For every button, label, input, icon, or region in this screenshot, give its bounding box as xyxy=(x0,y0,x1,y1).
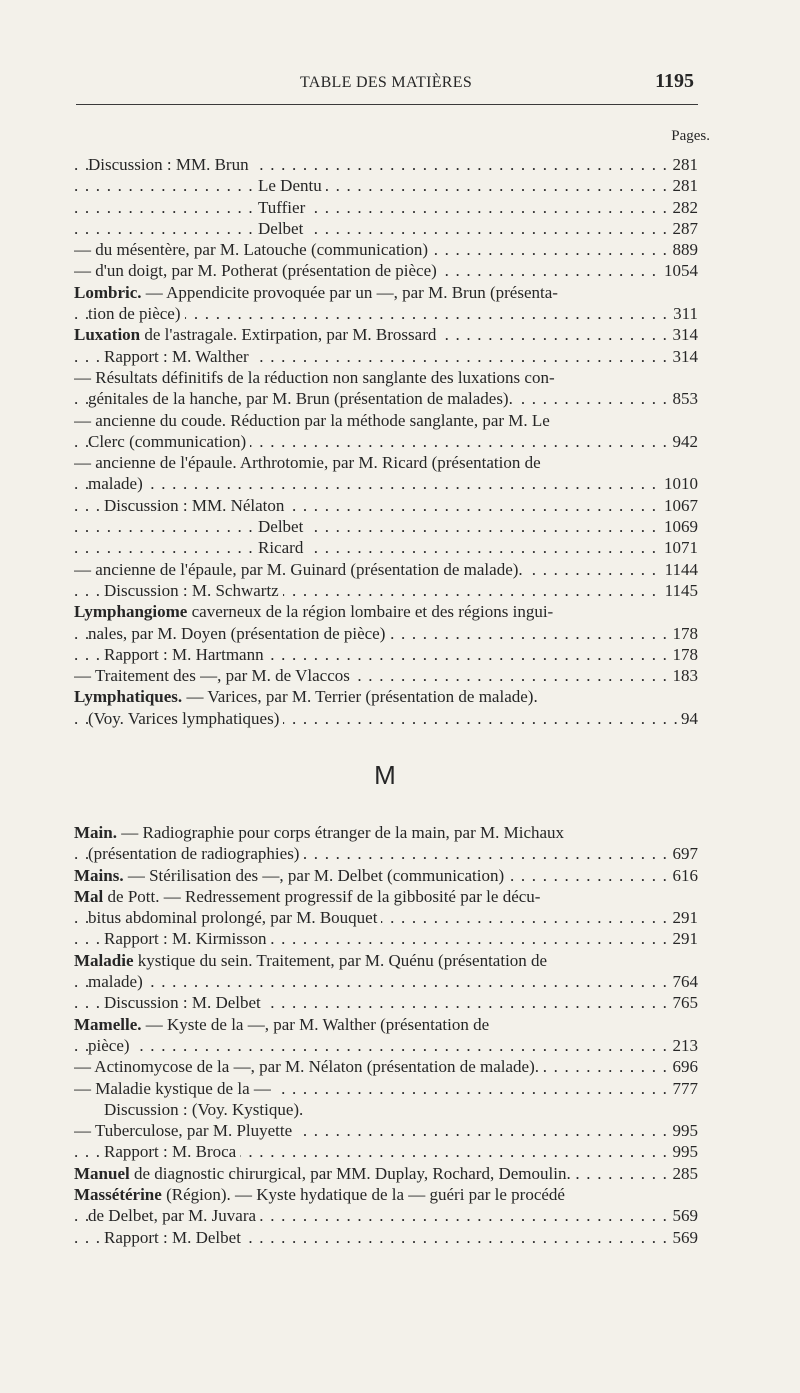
index-entry xyxy=(74,452,698,473)
entry-text xyxy=(104,929,270,948)
index-entry xyxy=(74,886,698,907)
entry-text xyxy=(88,432,250,451)
running-header xyxy=(76,72,696,98)
entry-description: — Radiographie pour corps étranger de la main, par M. Michaux xyxy=(116,823,565,842)
page-reference: 764 xyxy=(669,971,699,992)
entry-description: malade) xyxy=(88,972,143,992)
entry-text xyxy=(74,951,551,970)
entry-text xyxy=(74,560,527,579)
page-reference: 569 xyxy=(669,1227,699,1248)
entry-description: Tuffier xyxy=(258,197,306,217)
page-reference: 995 xyxy=(669,1141,699,1162)
entry-text xyxy=(88,474,147,493)
entry-text xyxy=(88,1036,134,1055)
entry-text xyxy=(104,993,265,1012)
entry-description: Le Dentu xyxy=(258,176,322,196)
page-reference: 285 xyxy=(669,1163,699,1184)
index-entry xyxy=(74,218,698,239)
entry-text xyxy=(74,368,559,387)
entry-description: Discussion : (Voy. Kystique). xyxy=(104,1099,304,1119)
entry-description: — Kyste de la —, par M. Walther (présentation de xyxy=(141,1014,490,1034)
entry-description: — Actinomycose de la —, par M. Nélaton (présentation de malade). xyxy=(74,1057,539,1077)
page-reference: 213 xyxy=(669,1035,699,1056)
index-entries-l xyxy=(74,154,698,729)
index-entry xyxy=(74,665,698,686)
entry-description: tion de pièce) xyxy=(88,304,181,324)
entry-keyword: Mal xyxy=(74,886,104,906)
index-entry xyxy=(74,1014,698,1035)
page-reference: 314 xyxy=(669,324,699,345)
index-entry xyxy=(74,1035,698,1056)
entry-keyword: Maladie xyxy=(74,950,134,970)
page-number: 1195 xyxy=(655,70,694,92)
entry-description: — d'un doigt, par M. Potherat (présentation de pièce) xyxy=(74,261,437,281)
index-entry xyxy=(74,324,698,345)
entry-text xyxy=(258,198,309,217)
entry-description: Discussion : MM. Brun xyxy=(88,155,249,174)
index-entry xyxy=(74,865,698,886)
entry-description: — Appendicite provoquée par un —, par M. Brun (présenta- xyxy=(141,282,558,302)
index-entry xyxy=(74,1141,698,1162)
entry-description: Delbet xyxy=(258,218,304,238)
entry-text xyxy=(104,1228,245,1247)
entry-description: Rapport : M. Hartmann xyxy=(104,644,264,664)
entry-description: — du mésentère, par M. Latouche (communication) xyxy=(74,240,429,260)
index-entry xyxy=(74,928,698,949)
page-reference: 777 xyxy=(669,1078,699,1099)
index-entry xyxy=(74,303,698,324)
entry-description: — Traitement des —, par M. de Vlaccos xyxy=(74,666,350,686)
index-entry xyxy=(74,1184,698,1205)
entry-text xyxy=(88,709,283,728)
entry-description: malade) xyxy=(88,474,143,494)
index-entry xyxy=(74,367,698,388)
entry-text xyxy=(74,261,441,280)
page-reference: 765 xyxy=(669,992,699,1013)
index-entry xyxy=(74,1078,698,1099)
entry-text xyxy=(74,1015,493,1034)
entry-description: — Stérilisation des —, par M. Delbet (communication) xyxy=(123,865,505,885)
entry-text xyxy=(104,1100,307,1119)
entry-description: — ancienne de l'épaule. Arthrotomie, par M. Ricard (présentation de xyxy=(74,453,541,473)
entry-description: Clerc (communication) xyxy=(88,431,247,451)
entry-description: Delbet xyxy=(258,517,304,537)
index-entries-m xyxy=(74,822,698,1248)
entry-description: Discussion : MM. Nélaton xyxy=(104,495,285,515)
page-reference: 281 xyxy=(669,154,699,175)
entry-text xyxy=(104,1142,240,1161)
index-entry xyxy=(74,197,698,218)
index-entry xyxy=(74,388,698,409)
entry-text xyxy=(88,155,253,174)
page-reference: 616 xyxy=(669,865,699,886)
index-entry xyxy=(74,822,698,843)
entry-text xyxy=(258,517,307,536)
index-entry xyxy=(74,1205,698,1226)
entry-text xyxy=(74,1164,575,1183)
index-entry xyxy=(74,1120,698,1141)
entry-keyword: Massétérine xyxy=(74,1185,162,1205)
entry-description: Ricard xyxy=(258,538,304,558)
entry-description: génitales de la hanche, par M. Brun (présentation de malades). xyxy=(88,389,513,409)
entry-text xyxy=(74,453,545,472)
index-entry xyxy=(74,843,698,864)
index-entry xyxy=(74,686,698,707)
page-reference: 291 xyxy=(669,907,699,928)
index-entry xyxy=(74,971,698,992)
index-entry xyxy=(74,346,698,367)
entry-text xyxy=(74,1079,275,1098)
entry-description: — Résultats définitifs de la réduction non sanglante des luxations con- xyxy=(74,367,555,387)
index-entry xyxy=(74,431,698,452)
page-reference: 889 xyxy=(669,239,699,260)
entry-text xyxy=(88,844,303,863)
entry-description: de Delbet, par M. Juvara xyxy=(88,1206,257,1226)
entry-text xyxy=(88,1206,260,1225)
entry-description: de l'astragale. Extirpation, par M. Brossard xyxy=(140,325,437,345)
entry-text xyxy=(104,496,288,515)
entry-text xyxy=(258,176,326,195)
page-reference: 1144 xyxy=(661,559,698,580)
entry-text xyxy=(74,325,440,344)
index-entry xyxy=(74,1163,698,1184)
entry-description: caverneux de la région lombaire et des régions ingui- xyxy=(187,602,554,622)
entry-description: pièce) xyxy=(88,1035,130,1055)
index-entry xyxy=(74,644,698,665)
entry-text xyxy=(74,1121,296,1140)
entry-text xyxy=(74,240,432,259)
index-entry xyxy=(74,282,698,303)
entry-text xyxy=(74,866,508,885)
entry-text xyxy=(88,908,381,927)
entry-keyword: Lymphangiome xyxy=(74,602,188,622)
entry-description: (Région). — Kyste hydatique de la — guéri par le procédé xyxy=(161,1185,565,1205)
index-entry xyxy=(74,516,698,537)
index-entry xyxy=(74,260,698,281)
entry-text xyxy=(258,538,307,557)
entry-description: bitus abdominal prolongé, par M. Bouquet xyxy=(88,908,378,928)
entry-description: — ancienne du coude. Réduction par la méthode sanglante, par M. Le xyxy=(74,410,550,430)
page-reference: 995 xyxy=(669,1120,699,1141)
entry-text xyxy=(258,219,307,238)
page-reference: 183 xyxy=(669,665,699,686)
entry-keyword: Lymphatiques. xyxy=(74,687,183,707)
header-rule xyxy=(76,104,698,105)
page-reference: 1069 xyxy=(660,516,698,537)
entry-text xyxy=(74,666,354,685)
entry-text xyxy=(74,1185,569,1204)
entry-description: — Maladie kystique de la — xyxy=(74,1078,271,1098)
entry-text xyxy=(74,1057,543,1076)
page-reference: 178 xyxy=(669,644,699,665)
entry-keyword: Mamelle. xyxy=(74,1014,142,1034)
page-reference: 94 xyxy=(677,708,698,729)
index-entry xyxy=(74,708,698,729)
section-letter: M xyxy=(374,760,396,790)
index-entry xyxy=(74,1227,698,1248)
page-reference: 853 xyxy=(669,388,699,409)
entry-keyword: Luxation xyxy=(74,325,141,345)
page-reference: 281 xyxy=(669,175,699,196)
entry-keyword: Lombric. xyxy=(74,282,142,302)
page-title: TABLE DES MATIÈRES xyxy=(299,74,473,91)
entry-text xyxy=(104,581,283,600)
entry-text xyxy=(74,687,542,706)
index-entry xyxy=(74,559,698,580)
index-entry xyxy=(74,239,698,260)
entry-description: Rapport : M. Kirmisson xyxy=(104,929,267,949)
index-entry xyxy=(74,907,698,928)
entry-text xyxy=(104,645,268,664)
index-entry xyxy=(74,992,698,1013)
entry-description: Rapport : M. Walther xyxy=(104,346,249,366)
entry-text xyxy=(104,347,253,366)
index-entry xyxy=(74,537,698,558)
entry-description: Rapport : M. Delbet xyxy=(104,1227,241,1247)
entry-description: de diagnostic chirurgical, par MM. Duplay, Rochard, Demoulin. xyxy=(129,1163,571,1183)
page-reference: 696 xyxy=(669,1056,699,1077)
entry-text xyxy=(74,411,554,430)
page-reference: 291 xyxy=(669,928,699,949)
page-reference: 1071 xyxy=(660,537,698,558)
index-entry xyxy=(74,495,698,516)
page-reference: 287 xyxy=(669,218,699,239)
entry-description: — Tuberculose, par M. Pluyette xyxy=(74,1121,293,1141)
entry-text xyxy=(74,602,557,621)
page-reference: 697 xyxy=(669,843,699,864)
index-entry xyxy=(74,154,698,175)
page-reference: 569 xyxy=(669,1205,699,1226)
entry-description: Discussion : M. Delbet xyxy=(104,993,261,1013)
page-reference: 1067 xyxy=(660,495,698,516)
index-entry xyxy=(74,623,698,644)
entry-description: de Pott. — Redressement progressif de la gibbosité par le décu- xyxy=(103,886,541,906)
entry-text xyxy=(74,823,568,842)
index-entry xyxy=(74,580,698,601)
index-entry xyxy=(74,1056,698,1077)
page-reference: 942 xyxy=(669,431,699,452)
entry-keyword: Mains. xyxy=(74,865,124,885)
page-reference: 282 xyxy=(669,197,699,218)
entry-text xyxy=(74,887,544,906)
entry-description: nales, par M. Doyen (présentation de pièce) xyxy=(88,623,386,643)
entry-text xyxy=(88,389,517,408)
page-reference: 1054 xyxy=(660,260,698,281)
entry-text xyxy=(74,283,562,302)
index-entry xyxy=(74,175,698,196)
page-reference: 311 xyxy=(669,303,698,324)
index-entry xyxy=(74,410,698,431)
page-reference: 314 xyxy=(669,346,699,367)
index-entry xyxy=(74,601,698,622)
page-reference: 178 xyxy=(669,623,699,644)
index-entry xyxy=(74,473,698,494)
page-reference: 1010 xyxy=(660,473,698,494)
entry-text xyxy=(88,624,389,643)
pages-column-label: Pages. xyxy=(671,128,710,144)
index-entry xyxy=(74,1099,698,1120)
entry-description: kystique du sein. Traitement, par M. Quénu (présentation de xyxy=(133,950,548,970)
entry-description: (Voy. Varices lymphatiques) xyxy=(88,708,280,728)
page-reference: 1145 xyxy=(661,580,698,601)
index-entry xyxy=(74,950,698,971)
entry-description: (présentation de radiographies) xyxy=(88,844,300,864)
entry-text xyxy=(88,304,185,323)
entry-description: — Varices, par M. Terrier (présentation de malade). xyxy=(182,687,538,707)
entry-description: — ancienne de l'épaule, par M. Guinard (présentation de malade). xyxy=(74,559,523,579)
entry-description: Discussion : M. Schwartz xyxy=(104,580,279,600)
entry-text xyxy=(88,972,147,991)
entry-description: Rapport : M. Broca xyxy=(104,1142,237,1162)
entry-keyword: Manuel xyxy=(74,1163,130,1183)
entry-keyword: Main. xyxy=(74,823,117,842)
